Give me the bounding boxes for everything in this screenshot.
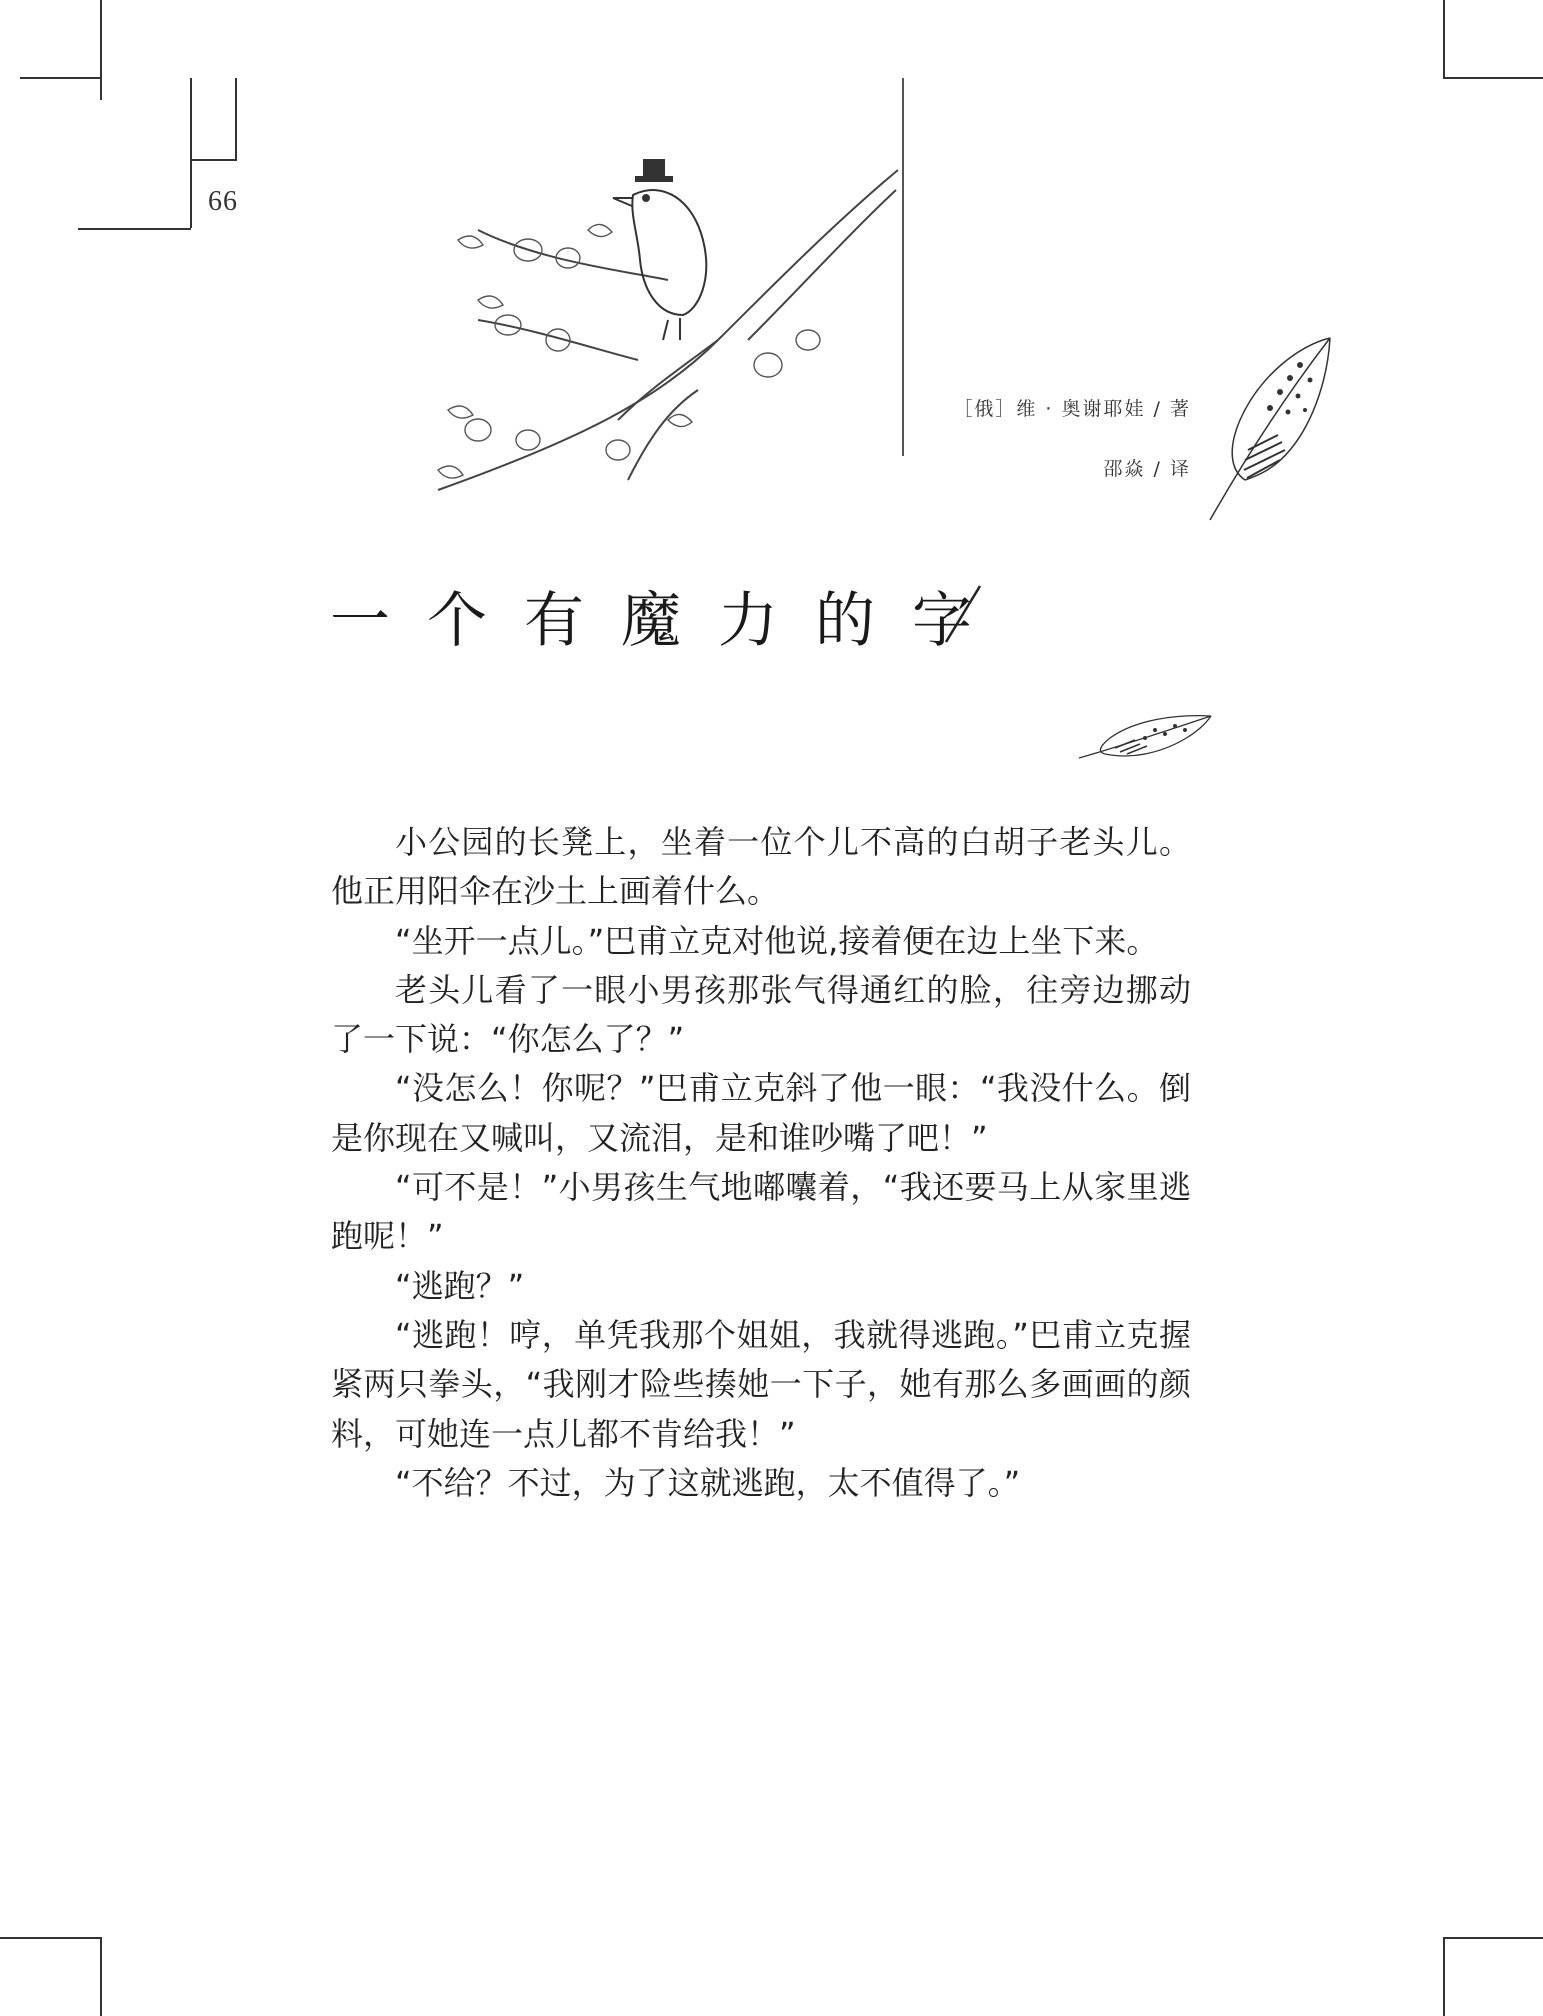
paragraph: “不给？不过，为了这就逃跑，太不值得了。” — [395, 1463, 1021, 1502]
author-credit: ［俄］维 · 奥谢耶娃 / 著 — [953, 398, 1191, 420]
paragraph: “可不是！”小男孩生气地嘟囔着，“我还要马上从家里逃跑呢！” — [331, 1168, 1191, 1256]
title-slash — [942, 584, 982, 646]
paragraph: 小公园的长凳上，坐着一位个儿不高的白胡子老头儿。他正用阳伞在沙土上画着什么。 — [331, 823, 1191, 911]
feather-icon — [1200, 330, 1340, 525]
article-title: 一个有魔力的字 — [330, 586, 1009, 656]
paragraph: “坐开一点儿。”巴甫立克对他说,接着便在边上坐下来。 — [395, 921, 1159, 960]
paragraph: “没怎么！你呢？”巴甫立克斜了他一眼：“我没什么。倒是你现在又喊叫，又流泪，是和谁吵嘴了吧！” — [331, 1069, 1191, 1157]
page-number: 66 — [208, 186, 238, 217]
bird — [613, 160, 706, 340]
feather-icon — [1075, 710, 1215, 770]
translator-credit: 邵焱 / 译 — [1103, 458, 1191, 480]
paragraph: 老头儿看了一眼小男孩那张气得通红的脸，往旁边挪动了一下说：“你怎么了？” — [331, 970, 1191, 1059]
bird-branch-illustration — [418, 140, 908, 530]
header-divider — [902, 78, 904, 456]
paragraph: “逃跑？” — [395, 1266, 525, 1305]
article-body — [331, 818, 1191, 1508]
paragraph: “逃跑！哼，单凭我那个姐姐，我就得逃跑。”巴甫立克握紧两只拳头，“我刚才险些揍她一下子，她有那么多画画的颜料，可她连一点儿都不肯给我！” — [331, 1315, 1191, 1453]
